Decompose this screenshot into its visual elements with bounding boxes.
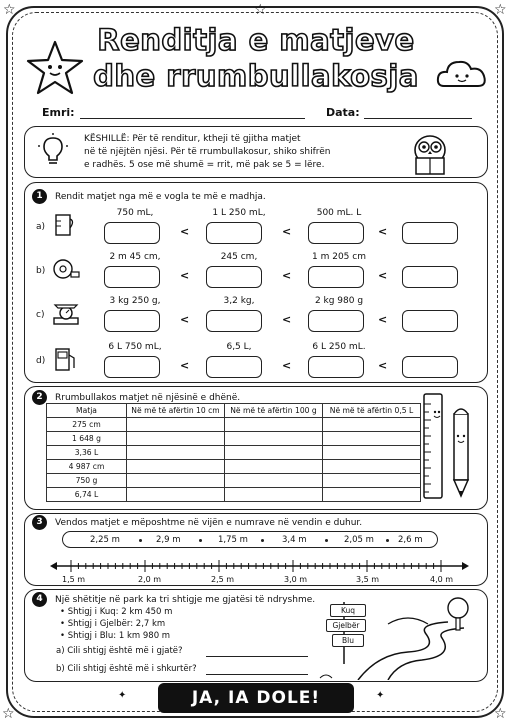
measurement-value: 750 mL, — [116, 208, 154, 218]
answer-cell[interactable] — [323, 418, 421, 432]
measurement-value: 6 L 750 mL, — [108, 342, 162, 352]
answer-box[interactable] — [206, 356, 262, 378]
less-than-sign: < — [282, 225, 292, 238]
name-field[interactable] — [80, 118, 305, 119]
answer-box[interactable] — [402, 310, 458, 332]
answer-box[interactable] — [104, 266, 160, 288]
star-icon: ☆ — [494, 2, 507, 18]
answer-cell[interactable] — [225, 432, 323, 446]
less-than-sign: < — [282, 359, 292, 372]
value-to-place[interactable]: 2,05 m — [344, 535, 374, 545]
trail-item: • Shtigj i Gjelbër: 2,7 km — [60, 619, 166, 629]
answer-cell[interactable] — [225, 446, 323, 460]
trail-text: Shtigj i Kuq: 2 km 450 m — [67, 607, 173, 617]
measurement-value: 3 kg 250 g, — [109, 296, 161, 306]
less-than-sign: < — [378, 359, 388, 372]
measurement-cell: 4 987 cm — [47, 460, 127, 474]
less-than-sign: < — [378, 225, 388, 238]
section-2-number: 2 — [32, 390, 47, 405]
answer-box[interactable] — [104, 222, 160, 244]
table-row — [47, 460, 421, 474]
less-than-sign: < — [180, 225, 190, 238]
answer-cell[interactable] — [127, 432, 225, 446]
value-to-place[interactable]: 2,9 m — [156, 535, 181, 545]
tick-label: 3,0 m — [284, 575, 308, 584]
section-3-number: 3 — [32, 515, 47, 530]
separator-dot — [261, 539, 264, 542]
less-than-sign: < — [180, 359, 190, 372]
title-line-2: dhe rrumbullakosja — [93, 59, 419, 93]
tip-text-2: në të njëjtën njësi. Për të rrumbullakosur, shiko shifrën — [84, 147, 331, 157]
tip-text-3: e radhës. 5 ose më shumë = rrit, më pak se 5 = lëre. — [84, 160, 325, 170]
row-letter: a) — [36, 222, 46, 232]
table-header-row — [47, 404, 421, 418]
section-2-title: Rrumbullakos matjet në njësinë e dhënë. — [55, 393, 241, 403]
tip-text-1: KËSHILLË: Për të renditur, ktheji të gjitha matjet — [84, 134, 301, 144]
value-to-place[interactable]: 1,75 m — [218, 535, 248, 545]
answer-cell[interactable] — [127, 446, 225, 460]
ruler-and-pencil-icon — [422, 392, 476, 502]
table-header: Në më të afërtin 100 g — [225, 404, 323, 418]
separator-dot — [386, 539, 389, 542]
answer-box[interactable] — [402, 266, 458, 288]
section-4-number: 4 — [32, 592, 47, 607]
measurement-value: 245 cm, — [220, 252, 258, 262]
answer-cell[interactable] — [225, 460, 323, 474]
measurement-value: 6,5 L, — [226, 342, 252, 352]
section-4-title: Një shëtitje në park ka tri shtigje me gjatësi të ndryshme. — [55, 595, 316, 605]
measurement-value: 1 L 250 mL, — [212, 208, 266, 218]
tick-label: 2,0 m — [138, 575, 162, 584]
star-icon: ☆ — [254, 2, 267, 18]
tick-label: 2,5 m — [211, 575, 235, 584]
section-1-title: Rendit matjet nga më e vogla te më e madhja. — [55, 192, 266, 202]
table-row — [47, 446, 421, 460]
value-to-place[interactable]: 2,25 m — [90, 535, 120, 545]
answer-cell[interactable] — [225, 488, 323, 502]
table-header: Në më të afërtin 10 cm — [127, 404, 225, 418]
table-row — [47, 488, 421, 502]
answer-cell[interactable] — [127, 460, 225, 474]
table-row — [47, 432, 421, 446]
smiling-star-icon — [26, 40, 84, 96]
measuring-cup-icon — [52, 212, 82, 240]
less-than-sign: < — [282, 313, 292, 326]
separator-dot — [139, 539, 142, 542]
scale-icon — [52, 300, 82, 328]
value-to-place[interactable]: 2,6 m — [398, 535, 423, 545]
sign-red: Kuq — [330, 604, 366, 617]
measurement-value: 500 mL. L — [316, 208, 362, 218]
measurement-cell: 6,74 L — [47, 488, 127, 502]
table-row — [47, 474, 421, 488]
separator-dot — [325, 539, 328, 542]
answer-box[interactable] — [308, 356, 364, 378]
separator-dot — [199, 539, 202, 542]
date-field[interactable] — [364, 118, 472, 119]
question-b: b) Cili shtigj është më i shkurtër? — [56, 664, 197, 674]
number-line[interactable] — [50, 558, 470, 574]
owl-reading-icon — [404, 130, 456, 176]
question-a: a) Cili shtigj është më i gjatë? — [56, 646, 183, 656]
tick-label: 3,5 m — [356, 575, 380, 584]
light-bulb-icon — [38, 133, 68, 167]
trail-item: • Shtigj i Blu: 1 km 980 m — [60, 631, 171, 641]
less-than-sign: < — [378, 269, 388, 282]
answer-box[interactable] — [104, 356, 160, 378]
rounding-table — [46, 403, 421, 502]
answer-cell[interactable] — [127, 474, 225, 488]
answer-a-field[interactable] — [206, 656, 308, 657]
measurement-value: 2 m 45 cm, — [109, 252, 161, 262]
answer-box[interactable] — [308, 310, 364, 332]
answer-box[interactable] — [402, 222, 458, 244]
row-letter: b) — [36, 266, 46, 276]
sign-green: Gjelbër — [326, 619, 366, 632]
answer-box[interactable] — [308, 222, 364, 244]
value-to-place[interactable]: 3,4 m — [282, 535, 307, 545]
answer-cell[interactable] — [127, 488, 225, 502]
row-letter: d) — [36, 356, 46, 366]
less-than-sign: < — [378, 313, 388, 326]
less-than-sign: < — [282, 269, 292, 282]
star-icon: ☆ — [3, 2, 16, 18]
star-icon: ☆ — [2, 706, 15, 722]
tick-label: 1,5 m — [62, 575, 86, 584]
section-1-number: 1 — [32, 189, 47, 204]
tick-label: 4,0 m — [430, 575, 454, 584]
trail-text: Shtigj i Blu: 1 km 980 m — [67, 631, 171, 641]
less-than-sign: < — [180, 269, 190, 282]
answer-cell[interactable] — [323, 446, 421, 460]
answer-cell[interactable] — [323, 460, 421, 474]
section-3-title: Vendos matjet e mëposhtme në vijën e numrave në vendin e duhur. — [55, 518, 363, 528]
answer-cell[interactable] — [323, 474, 421, 488]
answer-box[interactable] — [308, 266, 364, 288]
tape-measure-icon — [52, 256, 82, 284]
answer-box[interactable] — [402, 356, 458, 378]
smiling-cloud-icon — [436, 56, 488, 90]
name-label: Emri: — [42, 106, 75, 119]
less-than-sign: < — [180, 313, 190, 326]
answer-box[interactable] — [104, 310, 160, 332]
measurement-cell: 750 g — [47, 474, 127, 488]
answer-b-field[interactable] — [206, 674, 308, 675]
answer-cell[interactable] — [225, 418, 323, 432]
table-header: Në më të afërtin 0,5 L — [323, 404, 421, 418]
answer-cell[interactable] — [225, 474, 323, 488]
answer-cell[interactable] — [323, 432, 421, 446]
title-line-1: Renditja e matjeve — [97, 23, 415, 57]
table-row — [47, 418, 421, 432]
date-label: Data: — [326, 106, 360, 119]
answer-box[interactable] — [206, 222, 262, 244]
footer-banner: JA, IA DOLE! — [158, 683, 354, 713]
measurement-cell: 275 cm — [47, 418, 127, 432]
measurement-value: 3,2 kg, — [223, 296, 255, 306]
sparkle-icon: ✦ — [118, 690, 127, 701]
measurement-value: 2 kg 980 g — [314, 296, 364, 306]
trail-item: • Shtigj i Kuq: 2 km 450 m — [60, 607, 173, 617]
measurement-cell: 3,36 L — [47, 446, 127, 460]
measurement-value: 1 m 205 cm — [312, 252, 366, 262]
measurement-cell: 1 648 g — [47, 432, 127, 446]
answer-cell[interactable] — [323, 488, 421, 502]
answer-box[interactable] — [206, 310, 262, 332]
fuel-pump-icon — [52, 346, 82, 374]
answer-cell[interactable] — [127, 418, 225, 432]
row-letter: c) — [36, 310, 45, 320]
star-icon: ☆ — [494, 706, 507, 722]
sparkle-icon: ✦ — [376, 690, 385, 701]
measurement-value: 6 L 250 mL. — [312, 342, 366, 352]
trail-text: Shtigj i Gjelbër: 2,7 km — [67, 619, 166, 629]
answer-box[interactable] — [206, 266, 262, 288]
table-header: Matja — [47, 404, 127, 418]
sign-blue: Blu — [332, 634, 364, 647]
